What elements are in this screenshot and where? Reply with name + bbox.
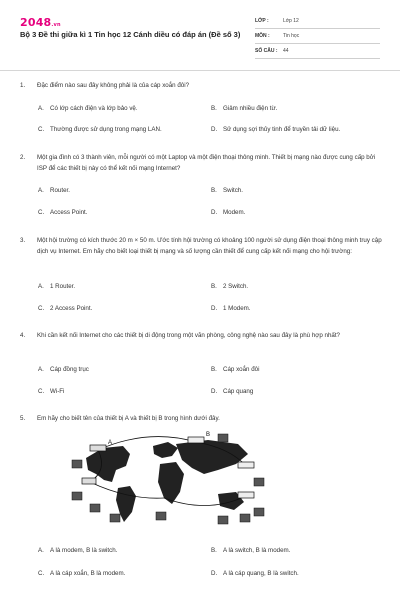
option-text: Router. xyxy=(50,187,70,194)
question-3 xyxy=(20,235,382,257)
question-1 xyxy=(20,80,382,91)
option-c[interactable] xyxy=(38,387,64,397)
option-letter: B. xyxy=(211,366,217,373)
option-letter: B. xyxy=(211,547,217,554)
meta-subject xyxy=(255,31,380,44)
option-text: Cáp đồng trục xyxy=(50,366,89,373)
option-letter: C. xyxy=(38,570,45,577)
option-text: Giảm nhiều điện từ. xyxy=(223,105,278,112)
question-5 xyxy=(20,413,382,424)
option-text: Wi-Fi xyxy=(50,388,65,395)
option-c[interactable] xyxy=(38,208,88,218)
option-text: 2 Switch. xyxy=(223,283,249,290)
figure-label-a: A xyxy=(108,440,113,446)
option-b[interactable] xyxy=(211,365,259,375)
option-letter: A. xyxy=(38,105,44,112)
option-letter: A. xyxy=(38,366,44,373)
question-text: Đặc điểm nào sau đây không phải là của cáp xoắn đôi? xyxy=(37,82,190,89)
option-letter: A. xyxy=(38,283,44,290)
option-text: Sử dụng sợi thủy tinh để truyền tải dữ liệu. xyxy=(223,126,341,133)
option-a[interactable] xyxy=(38,104,138,114)
meta-value: Tin học xyxy=(283,33,300,39)
meta-question-count xyxy=(255,46,380,59)
option-d[interactable] xyxy=(211,387,253,397)
option-text: A là cáp xoắn, B là modem. xyxy=(50,570,126,577)
question-text: Em hãy cho biết tên của thiết bị A và thiết bị B trong hình dưới đây. xyxy=(37,415,220,422)
question-text: Khi cần kết nối Internet cho các thiết bị di động trong một văn phòng, công nghệ nào sau đây là phù hợp nhất? xyxy=(37,332,340,339)
option-d[interactable] xyxy=(211,125,340,135)
question-4 xyxy=(20,330,382,341)
figure-label-b: B xyxy=(206,432,211,438)
option-a[interactable] xyxy=(38,365,89,375)
option-letter: C. xyxy=(38,126,45,133)
meta-key: SỐ CÂU : xyxy=(255,48,278,54)
option-letter: C. xyxy=(38,209,45,216)
logo-main: 2048 xyxy=(20,16,52,29)
logo-suffix: .vn xyxy=(51,22,61,28)
question-number: 5. xyxy=(20,415,26,422)
option-b[interactable] xyxy=(211,104,277,114)
question-text: Một hội trường có kích thước 20 m × 50 m. Ước tính hội trường có khoảng 100 người sử dụng điện thoại thông minh truy cập dịch vụ Internet. Em hãy cho biết loại thiết bị mạng và số lượng cần thiết để cung cấp kết nối mạng cho hội trường: xyxy=(37,237,382,255)
option-letter: B. xyxy=(211,105,217,112)
option-letter: C. xyxy=(38,388,45,395)
option-letter: A. xyxy=(38,187,44,194)
option-text: A là modem, B là switch. xyxy=(50,547,118,554)
question-text: Một gia đình có 3 thành viên, mỗi người có một Laptop và một điện thoại thông minh. Thiết bị mạng nào được cung cấp bởi ISP để các thiết bị này có thể kết nối mạng Internet? xyxy=(37,154,376,172)
option-text: 1 Router. xyxy=(50,283,76,290)
option-text: Cáp xoắn đôi xyxy=(223,366,260,373)
meta-value: Lớp 12 xyxy=(283,18,299,24)
meta-key: MÔN : xyxy=(255,33,270,39)
option-c[interactable] xyxy=(38,569,125,579)
meta-key: LỚP : xyxy=(255,18,269,24)
option-letter: A. xyxy=(38,547,44,554)
option-b[interactable] xyxy=(211,186,243,196)
meta-value: 44 xyxy=(283,48,289,54)
option-letter: D. xyxy=(211,126,218,133)
option-text: A là switch, B là modem. xyxy=(223,547,291,554)
option-b[interactable] xyxy=(211,546,290,556)
option-letter: B. xyxy=(211,187,217,194)
site-logo[interactable] xyxy=(20,16,61,29)
option-text: 2 Access Point. xyxy=(50,305,93,312)
question-number: 1. xyxy=(20,82,26,89)
option-text: Access Point. xyxy=(50,209,88,216)
meta-class xyxy=(255,16,380,29)
option-text: Switch. xyxy=(223,187,243,194)
option-b[interactable] xyxy=(211,282,248,292)
network-figure xyxy=(68,430,269,533)
option-letter: C. xyxy=(38,305,45,312)
option-letter: D. xyxy=(211,209,218,216)
option-a[interactable] xyxy=(38,282,75,292)
header-divider xyxy=(0,70,400,71)
option-letter: B. xyxy=(211,283,217,290)
question-number: 2. xyxy=(20,154,26,161)
option-c[interactable] xyxy=(38,125,162,135)
question-2 xyxy=(20,152,382,174)
option-a[interactable] xyxy=(38,186,70,196)
option-text: Cáp quang xyxy=(223,388,254,395)
option-text: Modem. xyxy=(223,209,246,216)
option-letter: D. xyxy=(211,388,218,395)
option-d[interactable] xyxy=(211,208,245,218)
question-number: 3. xyxy=(20,237,26,244)
question-number: 4. xyxy=(20,332,26,339)
page-title: Bộ 3 Đề thi giữa kì 1 Tin học 12 Cánh diều có đáp án (Đề số 3) xyxy=(20,30,241,39)
option-text: Có lớp cách điện và lớp bảo vệ. xyxy=(50,105,138,112)
option-letter: D. xyxy=(211,570,218,577)
option-text: Thường được sử dụng trong mạng LAN. xyxy=(50,126,162,133)
option-letter: D. xyxy=(211,305,218,312)
option-d[interactable] xyxy=(211,569,299,579)
option-text: 1 Modem. xyxy=(223,305,251,312)
option-d[interactable] xyxy=(211,304,251,314)
option-c[interactable] xyxy=(38,304,92,314)
option-text: A là cáp quang, B là switch. xyxy=(223,570,299,577)
option-a[interactable] xyxy=(38,546,117,556)
